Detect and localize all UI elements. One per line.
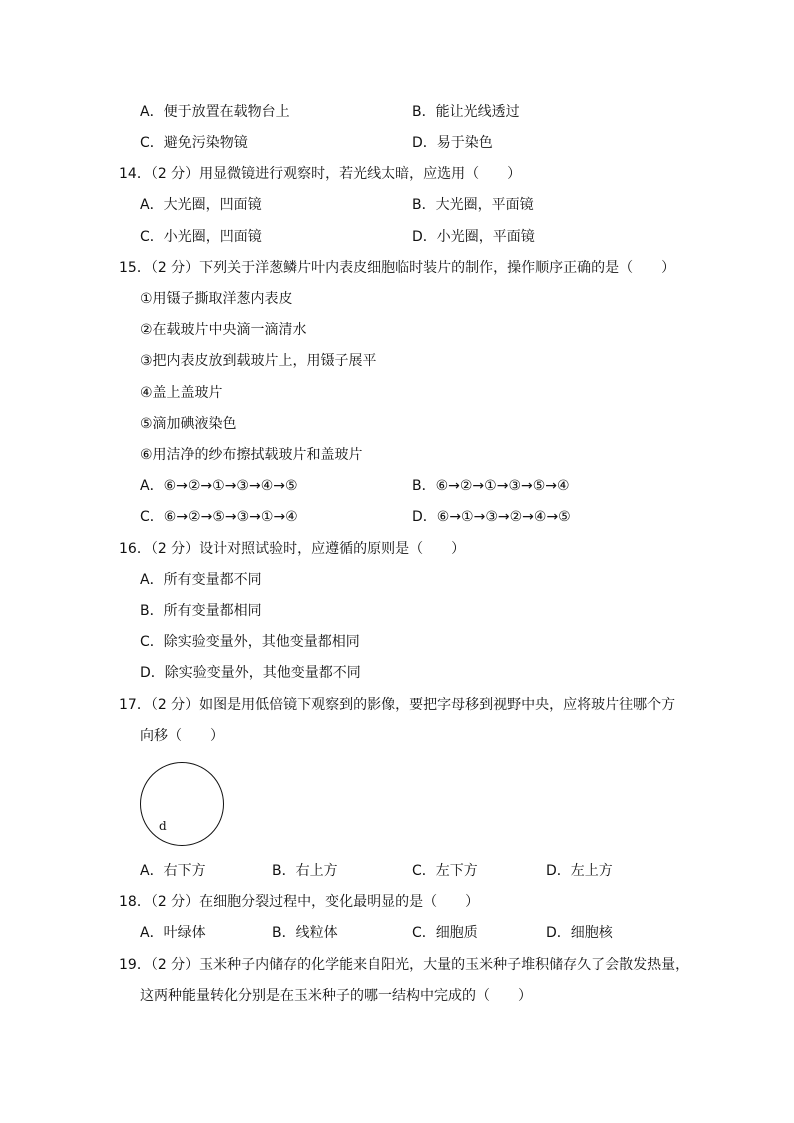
q17-option-b: B．右上方 [272, 863, 338, 879]
q15-step-2: ②在载玻片中央滴一滴清水 [140, 322, 307, 338]
q18-option-a: A．叶绿体 [140, 925, 206, 941]
q18-option-b: B．线粒体 [272, 925, 338, 941]
q19-stem-line2: 这两种能量转化分别是在玉米种子的哪一结构中完成的（ ） [140, 988, 532, 1004]
q15-step-4: ④盖上盖玻片 [140, 385, 223, 401]
q16-option-d: D．除实验变量外，其他变量都不同 [140, 665, 361, 681]
q18-option-d: D．细胞核 [546, 925, 613, 941]
q19-stem-line1: 19．（2 分）玉米种子内储存的化学能来自阳光，大量的玉米种子堆积储存久了会散发热量， [119, 957, 690, 973]
q17-option-d: D．左上方 [546, 863, 613, 879]
q16-stem: 16．（2 分）设计对照试验时，应遵循的原则是（ ） [119, 541, 466, 557]
q14-stem: 14．（2 分）用显微镜进行观察时，若光线太暗，应选用（ ） [119, 166, 522, 182]
q15-option-a: A．⑥→②→①→③→④→⑤ [140, 478, 298, 494]
q14-option-a: A．大光圈，凹面镜 [140, 197, 262, 213]
q13-option-b: B．能让光线透过 [412, 104, 520, 120]
q16-option-b: B．所有变量都相同 [140, 603, 262, 619]
q14-option-c: C．小光圈，凹面镜 [140, 229, 262, 245]
q16-option-c: C．除实验变量外，其他变量都相同 [140, 634, 360, 650]
q13-option-d: D．易于染色 [412, 135, 493, 151]
figure-letter: d [159, 819, 167, 833]
q15-stem: 15．（2 分）下列关于洋葱鳞片叶内表皮细胞临时装片的制作，操作顺序正确的是（ ） [119, 260, 676, 276]
q15-option-d: D．⑥→①→③→②→④→⑤ [412, 509, 571, 525]
q15-option-b: B．⑥→②→①→③→⑤→④ [412, 478, 570, 494]
q15-step-5: ⑤滴加碘液染色 [140, 416, 237, 432]
q17-option-c: C．左下方 [412, 863, 478, 879]
q15-step-3: ③把内表皮放到载玻片上，用镊子展平 [140, 353, 377, 369]
q15-option-c: C．⑥→②→⑤→③→①→④ [140, 509, 298, 525]
microscope-field-of-view-figure [140, 762, 224, 846]
q14-option-b: B．大光圈，平面镜 [412, 197, 534, 213]
q14-option-d: D．小光圈，平面镜 [412, 229, 535, 245]
q16-option-a: A．所有变量都不同 [140, 572, 262, 588]
q17-stem-line2: 向移（ ） [140, 728, 224, 744]
q13-option-c: C．避免污染物镜 [140, 135, 248, 151]
q13-option-a: A．便于放置在载物台上 [140, 104, 290, 120]
q17-stem-line1: 17．（2 分）如图是用低倍镜下观察到的影像，要把字母移到视野中央，应将玻片往哪个方 [119, 697, 676, 713]
q18-option-c: C．细胞质 [412, 925, 478, 941]
q15-step-6: ⑥用洁净的纱布擦拭载玻片和盖玻片 [140, 447, 363, 463]
q15-step-1: ①用镊子撕取洋葱内表皮 [140, 291, 293, 307]
q17-option-a: A．右下方 [140, 863, 206, 879]
q18-stem: 18．（2 分）在细胞分裂过程中，变化最明显的是（ ） [119, 894, 480, 910]
